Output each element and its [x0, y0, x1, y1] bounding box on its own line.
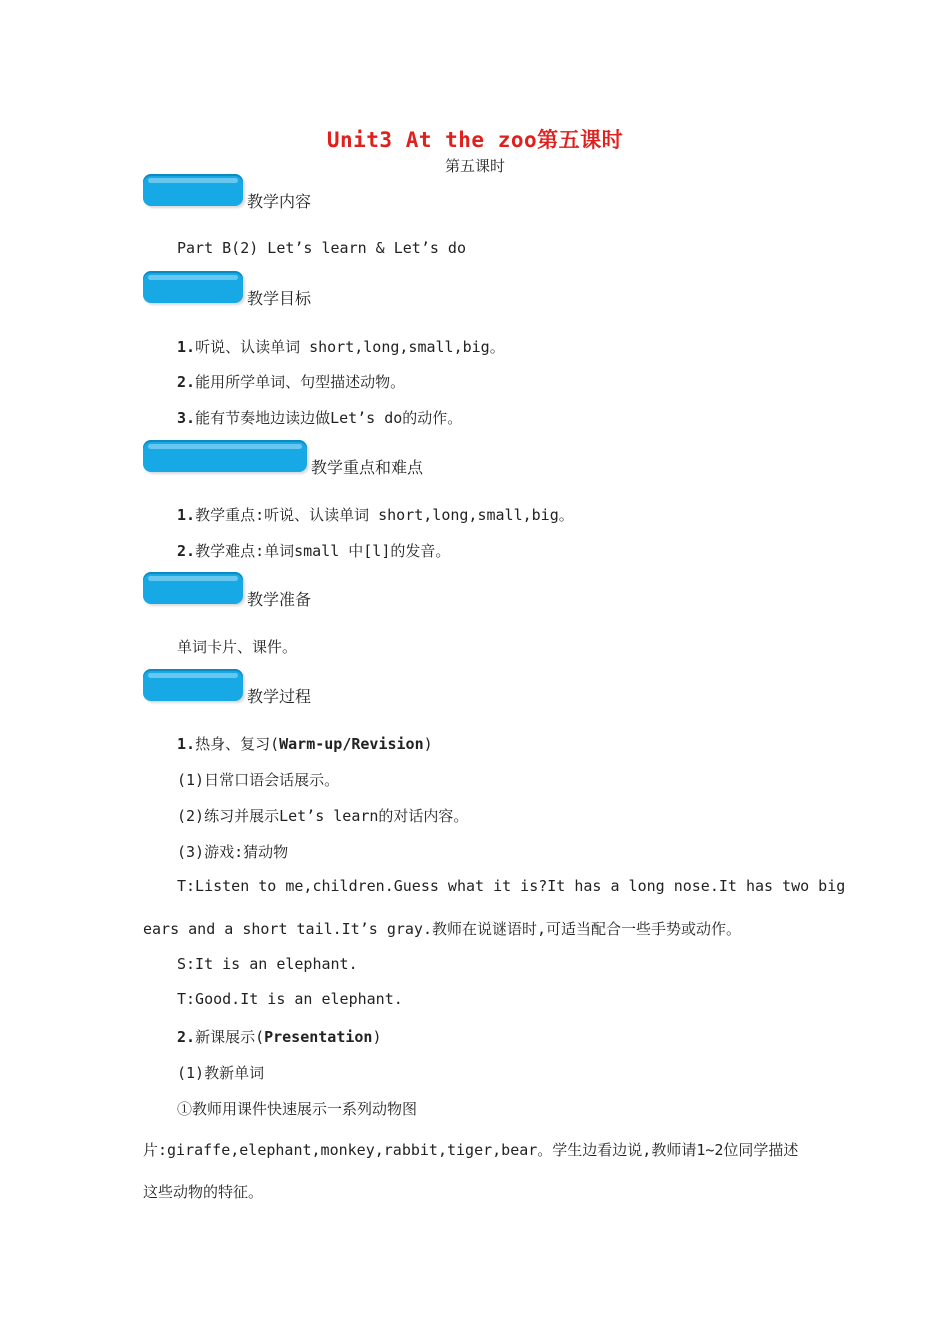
process-line: (1)教新单词 — [177, 1064, 265, 1082]
item-number: 2. — [177, 373, 196, 391]
document-title: Unit3 At the zoo第五课时 — [326, 128, 624, 152]
item-text: 能用所学单词、句型描述动物。 — [195, 373, 406, 391]
process-line: 这些动物的特征。 — [143, 1183, 264, 1201]
item-text: 教学难点:单词small 中[l]的发音。 — [195, 542, 451, 560]
item-number: 1. — [177, 506, 196, 524]
item-text: 听说、认读单词 short,long,small,big。 — [195, 338, 505, 356]
process-line: T:Good.It is an elephant. — [177, 990, 403, 1008]
section-badge — [143, 174, 243, 206]
objective-item — [177, 371, 405, 392]
item-text: 教学重点:听说、认读单词 short,long,small,big。 — [195, 506, 574, 524]
item-text: 能有节奏地边读边做Let’s do的动作。 — [195, 409, 463, 427]
content-text: Part B(2) Let’s learn & Let’s do — [177, 239, 466, 257]
item-number: 2. — [177, 1028, 196, 1046]
process-line: (1)日常口语会话展示。 — [177, 771, 340, 789]
item-number: 2. — [177, 542, 196, 560]
section-label: 教学目标 — [247, 289, 312, 308]
process-step-heading: 2.新课展示(Presentation) — [177, 1028, 382, 1046]
process-line: (2)练习并展示Let’s learn的对话内容。 — [177, 807, 469, 825]
process-step-heading: 1.热身、复习(Warm-up/Revision) — [177, 735, 433, 753]
process-line: ears and a short tail.It’s gray.教师在说谜语时,可适当配合一些手势或动作。 — [143, 920, 742, 938]
section-badge — [143, 271, 243, 303]
section-badge — [143, 572, 243, 604]
key-point-item — [177, 504, 574, 525]
item-number: 3. — [177, 409, 196, 427]
process-line: 片:giraffe,elephant,monkey,rabbit,tiger,bear。学生边看边说,教师请1~2位同学描述 — [143, 1141, 799, 1159]
process-line: S:It is an elephant. — [177, 955, 358, 973]
key-point-item — [177, 540, 450, 561]
objective-item — [177, 407, 462, 428]
item-number: 1. — [177, 735, 196, 753]
preparation-text: 单词卡片、课件。 — [177, 638, 298, 656]
document-subtitle: 第五课时 — [444, 157, 505, 175]
section-label: 教学准备 — [247, 590, 312, 609]
section-label: 教学内容 — [247, 192, 312, 211]
process-line: (3)游戏:猜动物 — [177, 843, 289, 861]
section-badge — [143, 669, 243, 701]
objective-item — [177, 336, 505, 357]
process-line: ①教师用课件快速展示一系列动物图 — [177, 1100, 418, 1118]
section-label: 教学重点和难点 — [311, 458, 424, 477]
section-label: 教学过程 — [247, 687, 312, 706]
item-number: 1. — [177, 338, 196, 356]
process-line: T:Listen to me,children.Guess what it is?It has a long nose.It has two big — [177, 877, 846, 895]
section-badge — [143, 440, 307, 472]
